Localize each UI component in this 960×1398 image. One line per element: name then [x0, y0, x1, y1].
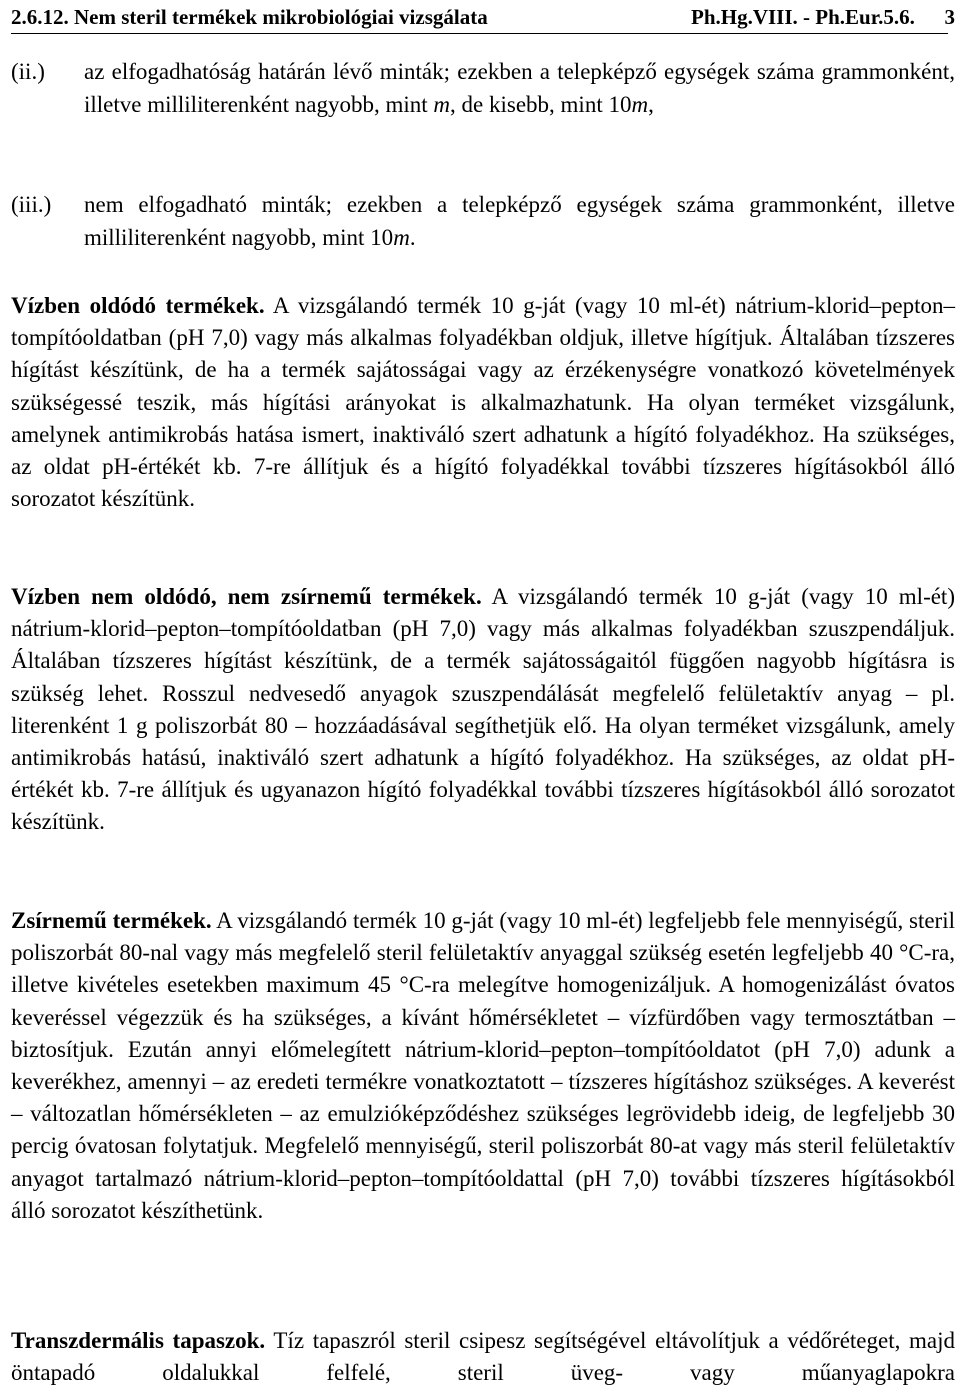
- paragraph-heading: Zsírnemű termékek.: [11, 908, 212, 933]
- page-header: [11, 2, 955, 32]
- paragraph-body: A vizsgálandó termék 10 g-ját (vagy 10 ml-ét) legfeljebb fele mennyiségű, steril poliszorbát 80-nal vagy más megfelelő steril felületaktív anyaggal szükség esetén legfeljebb 40 °C-ra, illetve kivételes esetekben maximum 45 °C-ra melegítve homogenizáljuk. A homogenizálást óvatos keveréssel végezzük és ha szükséges, a kívánt hőmérsékletet – vízfürdőben vagy termosztátban – biztosítjuk. Ezután annyi előmelegített nátrium-klorid–pepton–tompítóoldatot (pH 7,0) adunk a keverékhez, amennyi – az eredeti termékre vonatkoztatott – tízszeres hígításhoz szükséges. A keverést – változatlan hőmérsékleten – az emulzióképződéshez szükséges legrövidebb ideig, de legfeljebb 30 percig óvatosan folytatjuk. Megfelelő mennyiségű, steril poliszorbát 80-at vagy más steril felületaktív anyagot tartalmazó nátrium-klorid–pepton–tompítóoldattal (pH 7,0) további tízszeres hígításokból álló sorozatot készíthetünk.: [11, 908, 955, 1223]
- paragraph-heading: Transzdermális tapaszok.: [11, 1328, 266, 1353]
- section-title: 2.6.12. Nem steril termékek mikrobiológiai vizsgálata: [11, 5, 488, 29]
- paragraph-fatty-products: [11, 905, 955, 1227]
- paragraph-transdermal-patches: [11, 1325, 955, 1389]
- paragraph-body: Tíz tapaszról steril csipesz segítségével eltávolítjuk a védőréteget, majd öntapadó oldalukkal felfelé, steril üveg- vagy műanyaglapokra: [11, 1328, 955, 1386]
- list-item-text: az elfogadhatóság határán lévő minták; ezekben a telepképző egységek száma grammonként, illetve milliliterenként nagyobb, mint m, de kisebb, mint 10m,: [84, 59, 955, 117]
- page-number: 3: [944, 5, 955, 29]
- header-rule: [11, 33, 948, 34]
- paragraph-heading: Vízben oldódó termékek.: [11, 293, 265, 318]
- paragraph-heading: Vízben nem oldódó, nem zsírnemű termékek.: [11, 584, 482, 609]
- list-item-text: nem elfogadható minták; ezekben a telepképző egységek száma grammonként, illetve milliliterenként nagyobb, mint 10m.: [84, 192, 955, 250]
- paragraph-body: A vizsgálandó termék 10 g-ját (vagy 10 ml-ét) nátrium-klorid–pepton–tompítóoldatban (pH 7,0) vagy más alkalmas folyadékban oldjuk, illetve hígítjuk. Általában tízszeres hígítást készítünk, de ha a termék sajátosságai vagy az érzékenységre vonatkozó követelmények szükségessé teszik, más hígítási arányokat is alkalmazhatunk. Ha olyan terméket vizsgálunk, amelynek antimikrobás hatása ismert, inaktiváló szert adhatunk a hígító folyadékhoz. Ha szükséges, az oldat pH-értékét kb. 7-re állítjuk és a hígító folyadékkal további tízszeres hígításokból álló sorozatot készítünk.: [11, 293, 955, 512]
- paragraph-water-soluble: [11, 290, 955, 515]
- list-item-label: (ii.): [11, 59, 45, 84]
- paragraph-body: A vizsgálandó termék 10 g-ját (vagy 10 ml-ét) nátrium-klorid–pepton–tompítóoldatban (pH 7,0) vagy más alkalmas folyadékban szuszpendáljuk. Általában tízszeres hígítást készítünk, de a termék sajátosságaitól függően nagyobb hígításra is szükség lehet. Rosszul nedvesedő anyagok szuszpendálását megfelelő felületaktív anyag – pl. literenként 1 g poliszorbát 80 – hozzáadásával segíthetjük elő. Ha olyan terméket vizsgálunk, amely antimikrobás hatású, inaktiváló szert adhatunk a hígító folyadékhoz. Ha szükséges, az oldat pH-értékét kb. 7-re állítjuk és ugyanazon hígító folyadékkal további tízszeres hígításokból álló sorozatot készítünk.: [11, 584, 955, 835]
- list-item-ii: [11, 56, 955, 121]
- list-item-label: (iii.): [11, 192, 52, 217]
- paragraph-water-insoluble: [11, 581, 955, 839]
- list-item-iii: [11, 189, 955, 254]
- pharmacopoeia-reference: Ph.Hg.VIII. - Ph.Eur.5.6.: [691, 5, 915, 29]
